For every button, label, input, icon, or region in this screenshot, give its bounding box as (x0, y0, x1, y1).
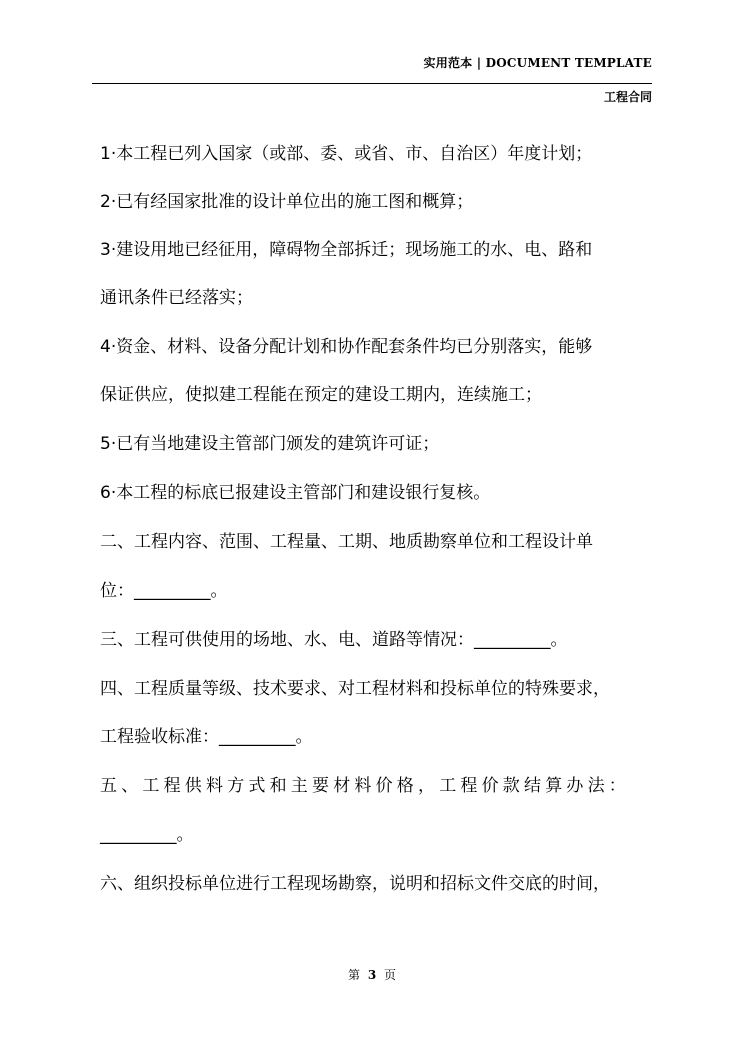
body-line: 1·本工程已列入国家（或部、委、或省、市、自治区）年度计划； (100, 144, 593, 164)
body-line: 2·已有经国家批准的设计单位出的施工图和概算； (100, 192, 474, 212)
body-line: 5·已有当地建设主管部门颁发的建筑许可证； (100, 434, 440, 454)
header-divider (92, 83, 652, 84)
body-line: 3·建设用地已经征用，障碍物全部拆迁；现场施工的水、电、路和 (100, 240, 593, 260)
body-line: 保证供应，使拟建工程能在预定的建设工期内，连续施工； (100, 385, 542, 405)
body-line: 三、工程可供使用的场地、水、电、道路等情况：_________。 (100, 630, 568, 650)
body-line: 工程验收标准：_________。 (100, 727, 313, 747)
footer-suffix: 页 (384, 968, 397, 982)
body-line: 五、工程供料方式和主要材料价格，工程价款结算办法： (100, 776, 630, 796)
page-footer (0, 966, 744, 983)
body-line: 四、工程质量等级、技术要求、对工程材料和投标单位的特殊要求， (100, 679, 610, 699)
page-number: 3 (367, 968, 377, 982)
body-line: 6·本工程的标底已报建设主管部门和建设银行复核。 (100, 483, 491, 503)
header-title: 实用范本 | DOCUMENT TEMPLATE (423, 56, 652, 70)
body-line: 4·资金、材料、设备分配计划和协作配套条件均已分别落实，能够 (100, 337, 593, 357)
header-subtitle: 工程合同 (603, 90, 652, 104)
body-line: 通讯条件已经落实； (100, 288, 253, 308)
body-line: 位：_________。 (100, 581, 228, 601)
body-line: 六、组织投标单位进行工程现场勘察，说明和招标文件交底的时间， (100, 874, 610, 894)
body-line: _________。 (100, 825, 194, 845)
footer-prefix: 第 (347, 968, 360, 982)
body-line: 二、工程内容、范围、工程量、工期、地质勘察单位和工程设计单 (100, 532, 593, 552)
